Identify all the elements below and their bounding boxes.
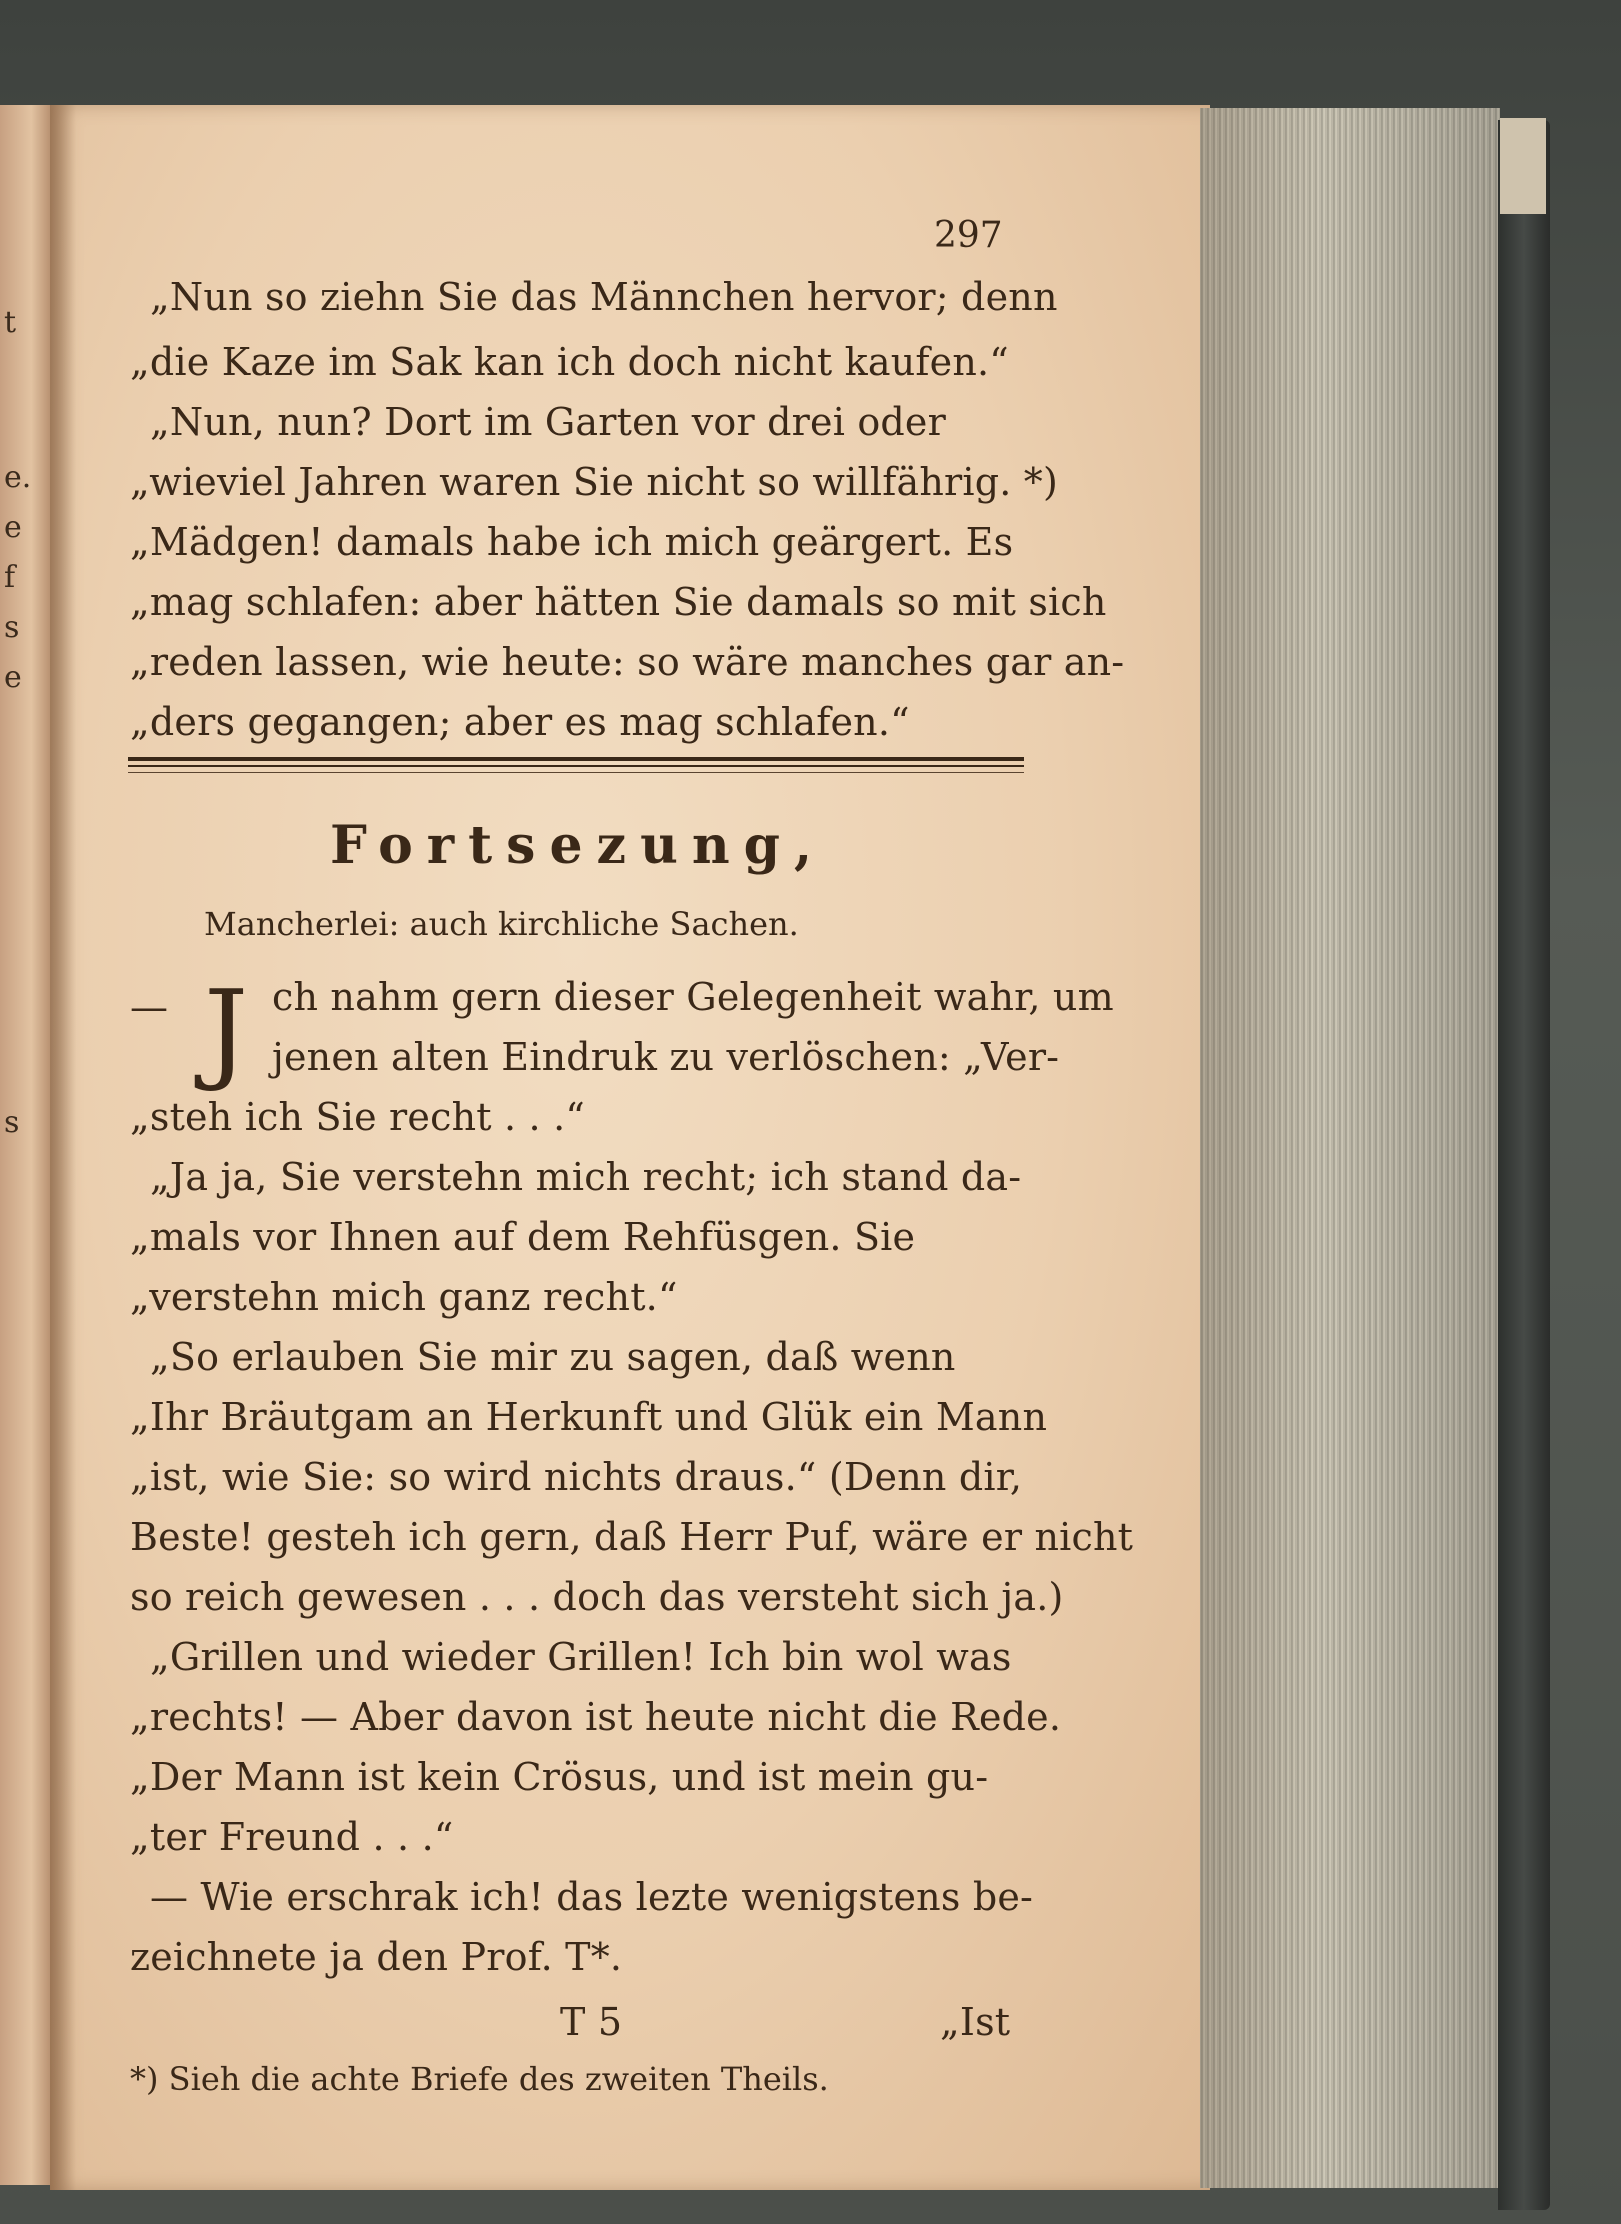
section-rule: [128, 772, 1024, 773]
text-line: „mag schlafen: aber hätten Sie damals so mit sich: [130, 580, 1107, 624]
text-line: „ders gegangen; aber es mag schlafen.“: [130, 700, 910, 744]
text-line: ch nahm gern dieser Gelegenheit wahr, um: [272, 975, 1114, 1019]
left-page-fragment: f: [4, 560, 16, 595]
signature-mark: T 5: [560, 2000, 623, 2044]
text-line: „Nun so ziehn Sie das Männchen hervor; denn: [150, 275, 1058, 319]
text-line: „rechts! — Aber davon ist heute nicht die Rede.: [130, 1695, 1062, 1739]
section-heading: Fortsezung,: [330, 815, 827, 876]
section-rule: [128, 765, 1024, 767]
left-page-fragment: s: [4, 610, 20, 645]
text-line: „mals vor Ihnen auf dem Rehfüsgen. Sie: [130, 1215, 916, 1259]
drop-cap: J: [204, 966, 249, 1094]
page-gutter-shadow: [50, 105, 76, 2190]
left-page-fragment: e: [4, 510, 22, 545]
text-line: „wieviel Jahren waren Sie nicht so willfährig. *): [130, 460, 1059, 504]
text-line: zeichnete ja den Prof. T*.: [130, 1935, 623, 1979]
text-line: so reich gewesen . . . doch das versteht sich ja.): [130, 1575, 1064, 1619]
left-page-fragment: e: [4, 660, 22, 695]
text-line: „ist, wie Sie: so wird nichts draus.“ (Denn dir,: [130, 1455, 1023, 1499]
left-page-edge: [0, 105, 52, 2185]
text-line: „reden lassen, wie heute: so wäre manches gar an-: [130, 640, 1125, 684]
text-line: „verstehn mich ganz recht.“: [130, 1275, 678, 1319]
text-line: „Der Mann ist kein Crösus, und ist mein gu-: [130, 1755, 989, 1799]
text-line: „Mädgen! damals habe ich mich geärgert. Es: [130, 520, 1014, 564]
text-line: — Wie erschrak ich! das lezte wenigstens be-: [150, 1875, 1034, 1919]
text-line: „steh ich Sie recht . . .“: [130, 1095, 586, 1139]
text-line: „Ja ja, Sie verstehn mich recht; ich stand da-: [150, 1155, 1022, 1199]
text-line: „Nun, nun? Dort im Garten vor drei oder: [150, 400, 946, 444]
cover-corner-paper: [1500, 118, 1546, 214]
page-number: 297: [934, 215, 1003, 256]
text-line: „Ihr Bräutgam an Herkunft und Glük ein Mann: [130, 1395, 1048, 1439]
text-line: „Grillen und wieder Grillen! Ich bin wol was: [150, 1635, 1012, 1679]
text-line: „ter Freund . . .“: [130, 1815, 454, 1859]
text-line: „die Kaze im Sak kan ich doch nicht kaufen.“: [130, 340, 1009, 384]
footnote: *) Sieh die achte Briefe des zweiten Theils.: [130, 2060, 829, 2098]
section-rule: [128, 757, 1024, 761]
dash-prefix: —: [130, 985, 169, 1029]
page-block-shade: [1200, 108, 1500, 2188]
left-page-fragment: t: [4, 305, 17, 340]
text-line: Beste! gesteh ich gern, daß Herr Puf, wäre er nicht: [130, 1515, 1134, 1559]
text-line: „So erlauben Sie mir zu sagen, daß wenn: [150, 1335, 956, 1379]
section-subtitle: Mancherlei: auch kirchliche Sachen.: [204, 905, 799, 943]
book-cover: [1498, 120, 1550, 2210]
text-line: jenen alten Eindruk zu verlöschen: „Ver-: [272, 1035, 1060, 1079]
catchword: „Ist: [940, 2000, 1011, 2044]
left-page-fragment: s: [4, 1105, 20, 1140]
left-page-fragment: e.: [4, 460, 32, 495]
